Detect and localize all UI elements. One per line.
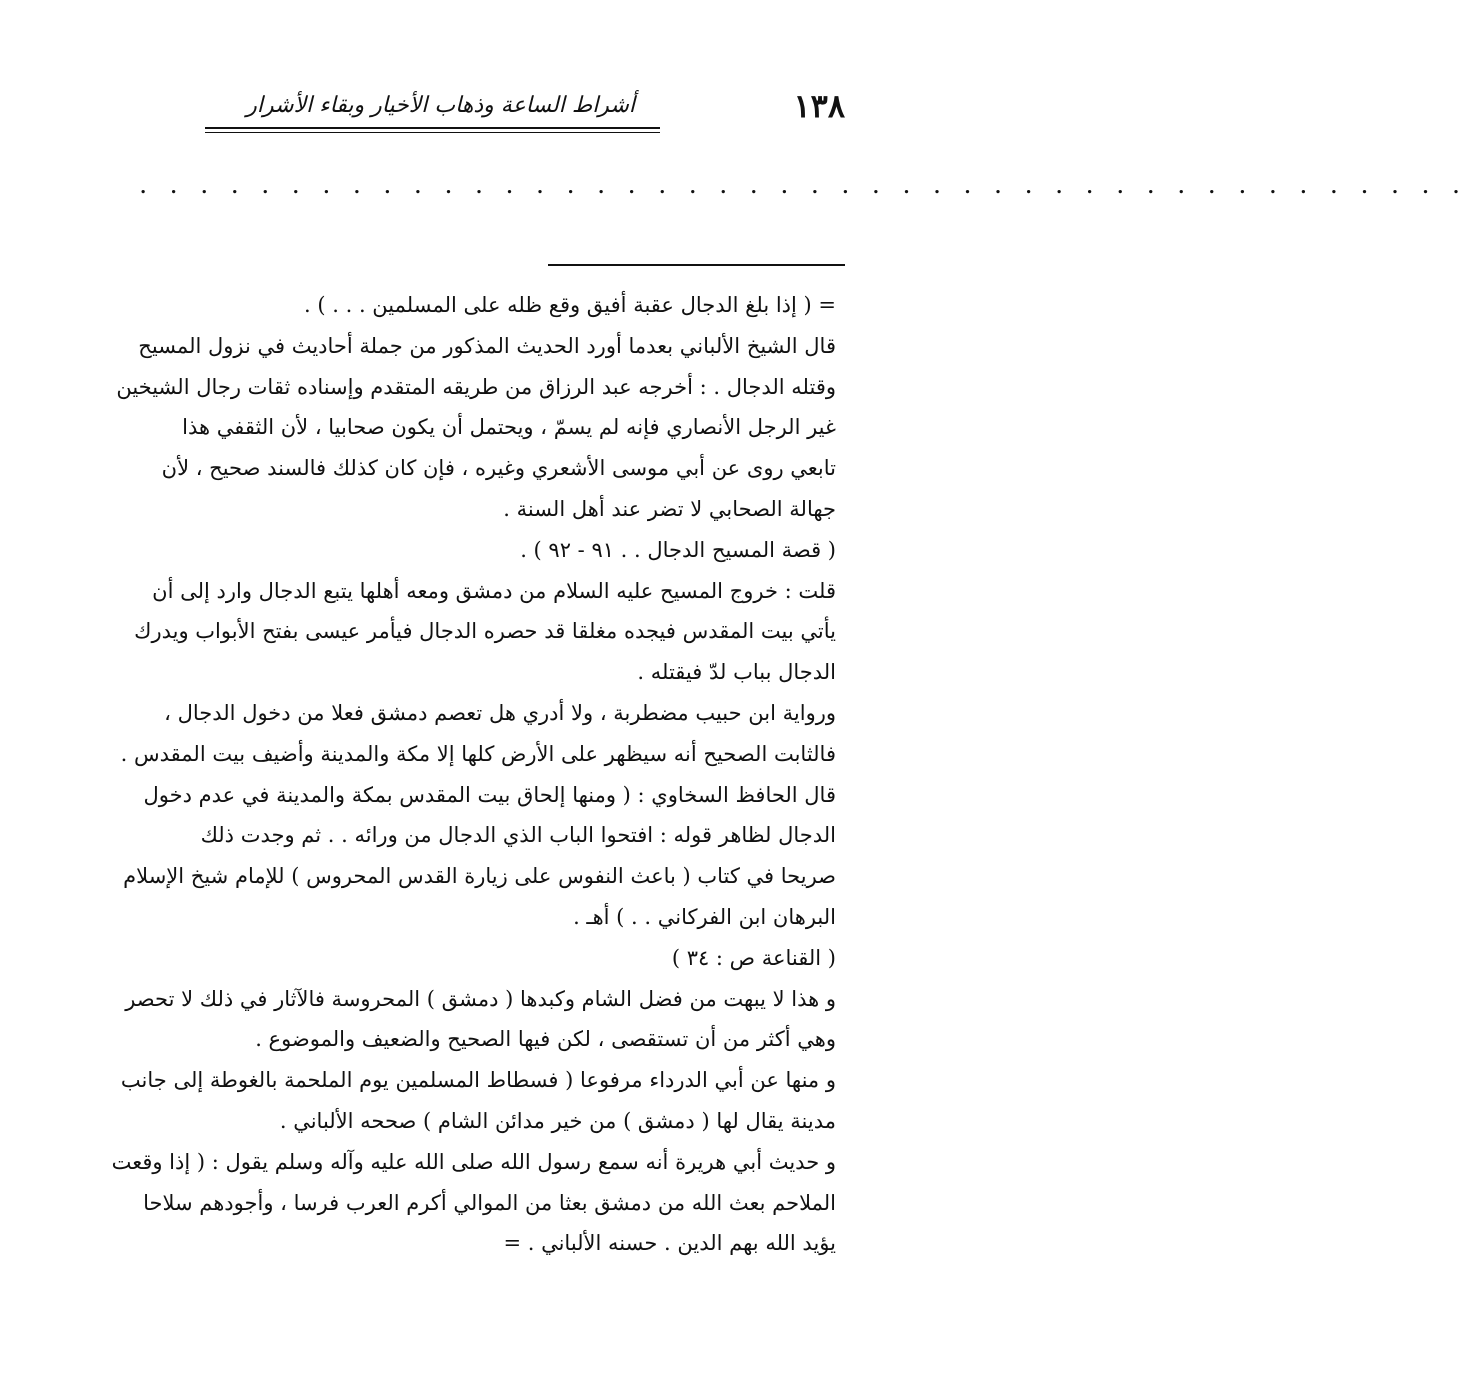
- text-line: وهي أكثر من أن تستقصى ، لكن فيها الصحيح والضعيف والموضوع .: [255, 1027, 836, 1052]
- text-line: تابعي روى عن أبي موسى الأشعري وغيره ، فإن كان كذلك فالسند صحيح ، لأن: [161, 456, 836, 481]
- header-rule: [205, 127, 660, 129]
- page-header: [205, 86, 845, 126]
- text-line: صريحا في كتاب ( باعث النفوس على زيارة القدس المحروس ) للإمام شيخ الإسلام: [123, 864, 836, 889]
- text-line: وقتله الدجال . : أخرجه عبد الرزاق من طريقه المتقدم وإسناده ثقات رجال الشيخين: [116, 374, 836, 399]
- text-line: غير الرجل الأنصاري فإنه لم يسمّ ، ويحتمل أن يكون صحابيا ، لأن الثقفي هذا: [182, 415, 836, 440]
- text-line: يؤيد الله بهم الدين . حسنه الألباني . =: [503, 1231, 836, 1256]
- text-line: ورواية ابن حبيب مضطربة ، ولا أدري هل تعصم دمشق فعلا من دخول الدجال ،: [164, 700, 836, 725]
- text-line: فالثابت الصحيح أنه سيظهر على الأرض كلها إلا مكة والمدينة وأضيف بيت المقدس .: [120, 741, 836, 766]
- text-line: يأتي بيت المقدس فيجده مغلقا قد حصره الدجال فيأمر عيسى بفتح الأبواب ويدرك: [134, 619, 836, 644]
- text-line: الملاحم بعث الله من دمشق بعثا من الموالي أكرم العرب فرسا ، وأجودهم سلاحا: [143, 1190, 836, 1215]
- text-line: قال الحافظ السخاوي : ( ومنها إلحاق بيت المقدس بمكة والمدينة في عدم دخول: [143, 782, 836, 807]
- text-line: جهالة الصحابي لا تضر عند أهل السنة .: [503, 496, 836, 521]
- text-line: الدجال لظاهر قوله : افتحوا الباب الذي الدجال من ورائه . . ثم وجدت ذلك: [200, 823, 836, 848]
- footnote-rule: [548, 264, 845, 266]
- text-line: البرهان ابن الفركاني . . ) أهـ .: [573, 904, 836, 929]
- text-line: و حديث أبي هريرة أنه سمع رسول الله صلى الله عليه وآله وسلم يقول : ( إذا وقعت: [111, 1149, 836, 1174]
- text-line: الدجال بباب لدّ فيقتله .: [637, 660, 836, 685]
- text-line: قال الشيخ الألباني بعدما أورد الحديث المذكور من جملة أحاديث في نزول المسيح: [138, 333, 836, 358]
- header-rule-thin: [205, 132, 660, 133]
- text-line: مدينة يقال لها ( دمشق ) من خير مدائن الشام ) صححه الألباني .: [279, 1108, 836, 1133]
- footnote-text: [108, 285, 836, 1264]
- dotted-separator: . . . . . . . . . . . . . . . . . . . . . . . . . . . . . . . . . . . . . . . . . . . .: [140, 177, 1468, 198]
- text-line: و هذا لا يبهت من فضل الشام وكبدها ( دمشق ) المحروسة فالآثار في ذلك لا تحصر: [125, 986, 836, 1011]
- text-line: و منها عن أبي الدرداء مرفوعا ( فسطاط المسلمين يوم الملحمة بالغوطة إلى جانب: [120, 1068, 836, 1093]
- text-line: ( قصة المسيح الدجال . . ٩١ - ٩٢ ) .: [520, 537, 836, 562]
- text-line: ( القناعة ص : ٣٤ ): [671, 945, 836, 970]
- text-line: قلت : خروج المسيح عليه السلام من دمشق ومعه أهلها يتبع الدجال وارد إلى أن: [152, 578, 836, 603]
- page-number: ١٣٨: [793, 87, 845, 125]
- text-line: = ( إذا بلغ الدجال عقبة أفيق وقع ظله على المسلمين . . . ) .: [304, 293, 836, 317]
- running-title: أشراط الساعة وذهاب الأخيار وبقاء الأشرار: [246, 93, 635, 118]
